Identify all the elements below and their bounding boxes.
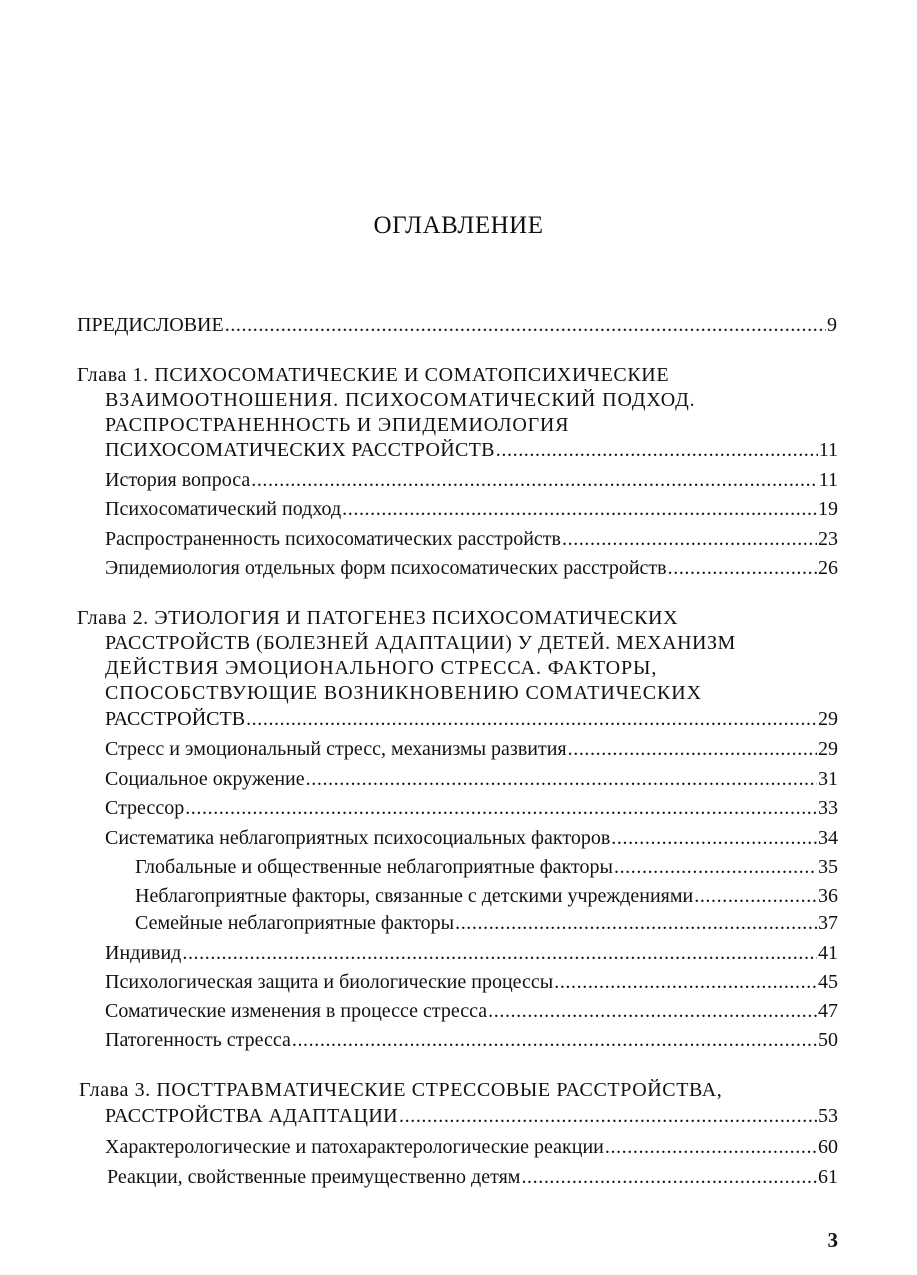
toc-entry-section[interactable] — [105, 940, 838, 966]
toc-entry-text: Соматические изменения в процессе стресса — [105, 1000, 488, 1022]
dot-leader — [306, 766, 817, 792]
toc-entry-text: Патогенность стресса — [105, 1029, 291, 1051]
toc-entry-chapter-2[interactable] — [105, 706, 838, 732]
toc-entry-text: Стресс и эмоциональный стресс, механизмы развития — [105, 738, 567, 760]
toc-entry-section[interactable] — [105, 496, 838, 522]
dot-leader — [568, 736, 817, 762]
dot-leader — [292, 1027, 817, 1053]
toc-entry-page: 34 — [818, 827, 838, 849]
dot-leader — [342, 496, 817, 522]
toc-entry-text: История вопроса — [105, 469, 251, 491]
toc-entry-text: Неблагоприятные факторы, связанные с детскими учреждениями — [135, 885, 694, 907]
toc-entry-section[interactable] — [105, 825, 838, 851]
toc-entry-page: 61 — [818, 1166, 838, 1188]
dot-leader — [562, 526, 817, 552]
toc-entry-preface[interactable] — [77, 312, 837, 338]
dot-leader — [668, 555, 817, 581]
dot-leader — [611, 825, 817, 851]
dot-leader — [182, 940, 817, 966]
toc-entry-section[interactable] — [105, 795, 838, 821]
toc-entry-page: 47 — [818, 1000, 838, 1022]
toc-entry-text: Глобальные и общественные неблагоприятные факторы — [135, 856, 613, 878]
toc-entry-section[interactable] — [105, 526, 838, 552]
toc-entry-section[interactable] — [105, 766, 838, 792]
toc-entry-page: 36 — [818, 885, 838, 907]
toc-entry-page: 9 — [827, 314, 837, 336]
page-number: 3 — [827, 1228, 838, 1252]
toc-entry-page: 31 — [818, 768, 838, 790]
toc-entry-page: 23 — [818, 528, 838, 550]
dot-leader — [246, 706, 817, 732]
dot-leader — [251, 467, 818, 493]
toc-entry-page: 29 — [818, 738, 838, 760]
toc-entry-subsection[interactable] — [135, 883, 838, 909]
dot-leader — [554, 969, 817, 995]
chapter-2-heading-line: РАССТРОЙСТВ (БОЛЕЗНЕЙ АДАПТАЦИИ) У ДЕТЕЙ. МЕХАНИЗМ — [105, 632, 736, 654]
toc-entry-page: 33 — [818, 797, 838, 819]
toc-entry-page: 11 — [818, 469, 838, 491]
toc-entry-text: Психологическая защита и биологические процессы — [105, 971, 554, 993]
chapter-1-heading-line: ВЗАИМООТНОШЕНИЯ. ПСИХОСОМАТИЧЕСКИЙ ПОДХОД. — [105, 389, 696, 411]
dot-leader — [521, 1164, 817, 1190]
toc-entry-section[interactable] — [105, 555, 838, 581]
toc-entry-text: Распространенность психосоматических расстройств — [105, 528, 561, 550]
chapter-2-heading-line: ДЕЙСТВИЯ ЭМОЦИОНАЛЬНОГО СТРЕССА. ФАКТОРЫ, — [105, 657, 658, 679]
toc-entry-text: Систематика неблагоприятных психосоциальных факторов — [105, 827, 611, 849]
toc-entry-section[interactable] — [105, 1027, 838, 1053]
toc-entry-page: 45 — [818, 971, 838, 993]
toc-entry-section[interactable] — [105, 467, 838, 493]
toc-entry-page: 26 — [818, 557, 838, 579]
toc-entry-text: Характерологические и патохарактерологические реакции — [105, 1136, 604, 1158]
toc-entry-section[interactable] — [105, 969, 838, 995]
toc-entry-page: 60 — [818, 1136, 838, 1158]
dot-leader — [399, 1103, 817, 1129]
toc-entry-subsection[interactable] — [135, 854, 838, 880]
toc-entry-section[interactable] — [105, 998, 838, 1024]
chapter-2-heading-line: Глава 2. ЭТИОЛОГИЯ И ПАТОГЕНЕЗ ПСИХОСОМАТИЧЕСКИХ — [77, 607, 679, 629]
toc-entry-page: 53 — [818, 1105, 838, 1127]
toc-entry-page: 37 — [818, 912, 838, 934]
toc-entry-text: Индивид — [105, 942, 182, 964]
toc-entry-text: Эпидемиология отдельных форм психосоматических расстройств — [105, 557, 667, 579]
toc-entry-text: Семейные неблагоприятные факторы — [135, 912, 455, 934]
toc-entry-page: 19 — [818, 498, 838, 520]
dot-leader — [225, 312, 826, 338]
dot-leader — [496, 437, 818, 463]
dot-leader — [605, 1134, 817, 1160]
toc-entry-section[interactable] — [105, 1134, 838, 1160]
toc-entry-text: Психосоматический подход — [105, 498, 342, 520]
chapter-3-heading-line: Глава 3. ПОСТТРАВМАТИЧЕСКИЕ СТРЕССОВЫЕ РАССТРОЙСТВА, — [79, 1079, 723, 1101]
toc-entry-text: ПСИХОСОМАТИЧЕСКИХ РАССТРОЙСТВ — [105, 439, 495, 461]
chapter-1-heading-line: РАСПРОСТРАНЕННОСТЬ И ЭПИДЕМИОЛОГИЯ — [105, 414, 570, 436]
toc-entry-page: 41 — [818, 942, 838, 964]
toc-entry-text: Реакции, свойственные преимущественно детям — [107, 1166, 521, 1188]
toc-entry-text: РАССТРОЙСТВА АДАПТАЦИИ — [105, 1105, 399, 1127]
toc-entry-text: ПРЕДИСЛОВИЕ — [77, 314, 224, 336]
chapter-1-heading-line: Глава 1. ПСИХОСОМАТИЧЕСКИЕ И СОМАТОПСИХИЧЕСКИЕ — [77, 364, 670, 386]
dot-leader — [185, 795, 817, 821]
page-title: ОГЛАВЛЕНИЕ — [373, 212, 544, 239]
toc-entry-page: 50 — [818, 1029, 838, 1051]
dot-leader — [455, 910, 817, 936]
toc-entry-subsection[interactable] — [135, 910, 838, 936]
toc-entry-text: РАССТРОЙСТВ — [105, 708, 246, 730]
chapter-2-heading-line: СПОСОБСТВУЮЩИЕ ВОЗНИКНОВЕНИЮ СОМАТИЧЕСКИХ — [105, 682, 702, 704]
toc-entry-section[interactable] — [105, 736, 838, 762]
toc-entry-page: 11 — [818, 439, 838, 461]
toc-entry-chapter-1[interactable] — [105, 437, 838, 463]
toc-entry-section[interactable] — [107, 1164, 838, 1190]
toc-entry-page: 29 — [818, 708, 838, 730]
toc-entry-text: Стрессор — [105, 797, 185, 819]
toc-entry-text: Социальное окружение — [105, 768, 305, 790]
toc-entry-chapter-3[interactable] — [105, 1103, 838, 1129]
toc-entry-page: 35 — [818, 856, 838, 878]
dot-leader — [488, 998, 817, 1024]
dot-leader — [614, 854, 817, 880]
dot-leader — [694, 883, 817, 909]
